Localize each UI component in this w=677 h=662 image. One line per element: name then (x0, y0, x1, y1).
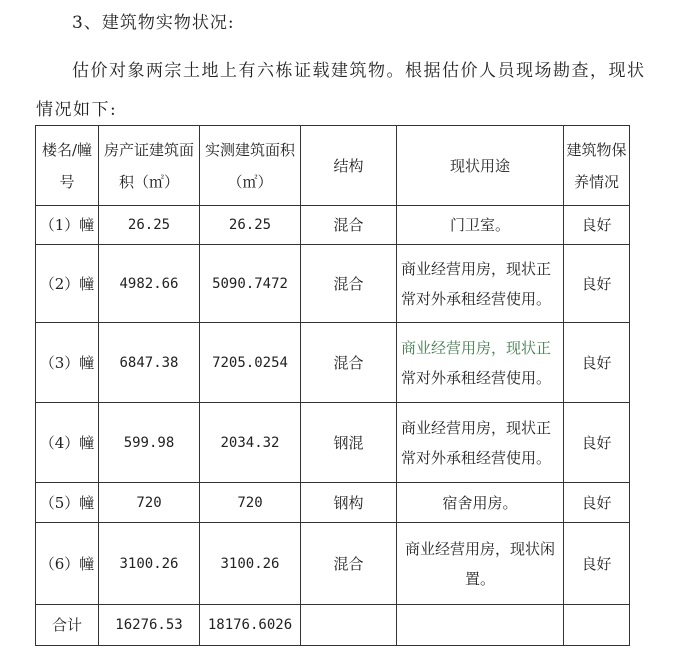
cert-area: 720 (99, 483, 200, 523)
current-use (397, 323, 564, 403)
table-row (36, 403, 630, 483)
current-use: 门卫室。 (397, 206, 564, 245)
table-total-row (36, 605, 630, 646)
header-structure: 结构 (301, 126, 397, 206)
table-row (36, 245, 630, 323)
structure: 钢混 (301, 403, 397, 483)
measured-area: 5090.7472 (200, 245, 301, 323)
building-name: （4）幢 (36, 403, 99, 483)
current-use: 商业经营用房，现状正常对外承租经营使用。 (397, 245, 564, 323)
total-measured-area: 18176.6026 (200, 605, 301, 646)
building-name: （3）幢 (36, 323, 99, 403)
building-name: （6）幢 (36, 523, 99, 605)
table-row (36, 323, 630, 403)
header-measured-area: 实测建筑面积（㎡） (200, 126, 301, 206)
condition: 良好 (564, 206, 630, 245)
header-building-name: 楼名/幢号 (36, 126, 99, 206)
empty-cell (564, 605, 630, 646)
condition: 良好 (564, 245, 630, 323)
empty-cell (397, 605, 564, 646)
structure: 混合 (301, 206, 397, 245)
measured-area: 26.25 (200, 206, 301, 245)
table-row (36, 206, 630, 245)
building-name: （1）幢 (36, 206, 99, 245)
table-header-row (36, 126, 630, 206)
cert-area: 599.98 (99, 403, 200, 483)
structure: 混合 (301, 245, 397, 323)
header-cert-area: 房产证建筑面积（㎡） (99, 126, 200, 206)
paragraph-line-1: 估价对象两宗土地上有六栋证载建筑物。根据估价人员现场勘查，现状 (72, 61, 646, 81)
empty-cell (301, 605, 397, 646)
cert-area: 26.25 (99, 206, 200, 245)
current-use-line-1: 商业经营用房，现状正 (401, 338, 552, 357)
condition: 良好 (564, 523, 630, 605)
table-row (36, 483, 630, 523)
total-label: 合计 (36, 605, 99, 646)
measured-area: 720 (200, 483, 301, 523)
cert-area: 6847.38 (99, 323, 200, 403)
structure: 混合 (301, 323, 397, 403)
header-condition: 建筑物保养情况 (564, 126, 630, 206)
condition: 良好 (564, 323, 630, 403)
building-table (35, 125, 630, 646)
measured-area: 3100.26 (200, 523, 301, 605)
structure: 钢构 (301, 483, 397, 523)
current-use-line-2: 常对外承租经营使用。 (401, 368, 552, 387)
total-cert-area: 16276.53 (99, 605, 200, 646)
cert-area: 3100.26 (99, 523, 200, 605)
current-use: 商业经营用房，现状闲置。 (397, 523, 564, 605)
condition: 良好 (564, 483, 630, 523)
structure: 混合 (301, 523, 397, 605)
measured-area: 7205.0254 (200, 323, 301, 403)
building-name: （5）幢 (36, 483, 99, 523)
cert-area: 4982.66 (99, 245, 200, 323)
section-heading: 3、建筑物实物状况: (72, 13, 235, 33)
measured-area: 2034.32 (200, 403, 301, 483)
header-current-use: 现状用途 (397, 126, 564, 206)
building-name: （2）幢 (36, 245, 99, 323)
condition: 良好 (564, 403, 630, 483)
current-use: 宿舍用房。 (397, 483, 564, 523)
paragraph-line-2: 情况如下: (36, 100, 118, 120)
table-row (36, 523, 630, 605)
current-use: 商业经营用房，现状正常对外承租经营使用。 (397, 403, 564, 483)
